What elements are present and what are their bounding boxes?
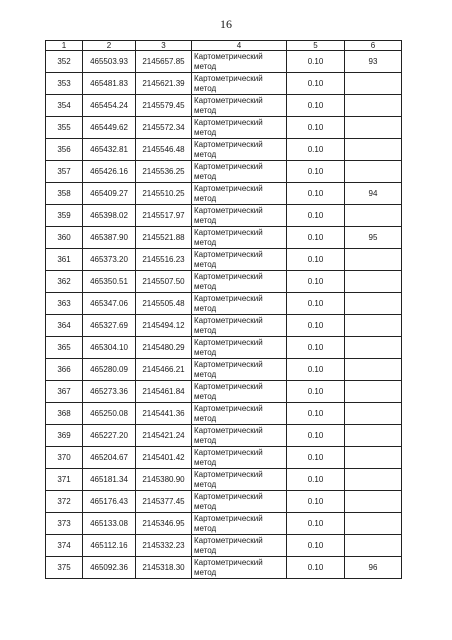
table-row: [46, 73, 402, 95]
y-coordinate-cell: 2145318.30: [136, 557, 192, 579]
table-row: [46, 403, 402, 425]
method-cell: Картометрический метод: [192, 205, 287, 227]
table-row: [46, 381, 402, 403]
x-coordinate-cell: 465181.34: [83, 469, 136, 491]
x-coordinate-cell: 465250.08: [83, 403, 136, 425]
point-number-cell: 374: [46, 535, 83, 557]
y-coordinate-cell: 2145480.29: [136, 337, 192, 359]
header-row: [46, 41, 402, 51]
point-ref-cell: [345, 249, 402, 271]
header-cell-2: 2: [83, 41, 136, 51]
header-cell-3: 3: [136, 41, 192, 51]
accuracy-cell: 0.10: [287, 359, 345, 381]
method-cell: Картометрический метод: [192, 315, 287, 337]
point-number-cell: 373: [46, 513, 83, 535]
method-cell: Картометрический метод: [192, 403, 287, 425]
method-cell: Картометрический метод: [192, 249, 287, 271]
x-coordinate-cell: 465304.10: [83, 337, 136, 359]
accuracy-cell: 0.10: [287, 381, 345, 403]
point-number-cell: 361: [46, 249, 83, 271]
x-coordinate-cell: 465432.81: [83, 139, 136, 161]
point-ref-cell: [345, 513, 402, 535]
y-coordinate-cell: 2145461.84: [136, 381, 192, 403]
y-coordinate-cell: 2145572.34: [136, 117, 192, 139]
table-row: [46, 359, 402, 381]
point-ref-cell: 96: [345, 557, 402, 579]
point-number-cell: 370: [46, 447, 83, 469]
point-ref-cell: [345, 95, 402, 117]
table-row: [46, 535, 402, 557]
table-row: [46, 183, 402, 205]
table-row: [46, 271, 402, 293]
accuracy-cell: 0.10: [287, 249, 345, 271]
x-coordinate-cell: 465398.02: [83, 205, 136, 227]
table-row: [46, 205, 402, 227]
table-row: [46, 51, 402, 73]
accuracy-cell: 0.10: [287, 227, 345, 249]
x-coordinate-cell: 465350.51: [83, 271, 136, 293]
y-coordinate-cell: 2145505.48: [136, 293, 192, 315]
point-ref-cell: [345, 425, 402, 447]
table-row: [46, 491, 402, 513]
accuracy-cell: 0.10: [287, 161, 345, 183]
table-row: [46, 249, 402, 271]
y-coordinate-cell: 2145332.23: [136, 535, 192, 557]
point-number-cell: 366: [46, 359, 83, 381]
accuracy-cell: 0.10: [287, 315, 345, 337]
method-cell: Картометрический метод: [192, 425, 287, 447]
point-ref-cell: [345, 315, 402, 337]
y-coordinate-cell: 2145621.39: [136, 73, 192, 95]
point-number-cell: 372: [46, 491, 83, 513]
method-cell: Картометрический метод: [192, 271, 287, 293]
point-ref-cell: 95: [345, 227, 402, 249]
accuracy-cell: 0.10: [287, 513, 345, 535]
accuracy-cell: 0.10: [287, 469, 345, 491]
coordinates-table: [45, 40, 402, 579]
header-cell-1: 1: [46, 41, 83, 51]
point-ref-cell: [345, 117, 402, 139]
table-row: [46, 337, 402, 359]
accuracy-cell: 0.10: [287, 447, 345, 469]
header-cell-5: 5: [287, 41, 345, 51]
table-row: [46, 469, 402, 491]
table-row: [46, 293, 402, 315]
point-number-cell: 359: [46, 205, 83, 227]
point-ref-cell: [345, 139, 402, 161]
point-number-cell: 358: [46, 183, 83, 205]
method-cell: Картометрический метод: [192, 95, 287, 117]
point-ref-cell: [345, 337, 402, 359]
accuracy-cell: 0.10: [287, 403, 345, 425]
x-coordinate-cell: 465112.16: [83, 535, 136, 557]
method-cell: Картометрический метод: [192, 447, 287, 469]
x-coordinate-cell: 465449.62: [83, 117, 136, 139]
table-row: [46, 95, 402, 117]
accuracy-cell: 0.10: [287, 51, 345, 73]
y-coordinate-cell: 2145377.45: [136, 491, 192, 513]
point-number-cell: 368: [46, 403, 83, 425]
x-coordinate-cell: 465327.69: [83, 315, 136, 337]
method-cell: Картометрический метод: [192, 557, 287, 579]
y-coordinate-cell: 2145346.95: [136, 513, 192, 535]
x-coordinate-cell: 465280.09: [83, 359, 136, 381]
point-number-cell: 362: [46, 271, 83, 293]
x-coordinate-cell: 465481.83: [83, 73, 136, 95]
table-row: [46, 161, 402, 183]
y-coordinate-cell: 2145579.45: [136, 95, 192, 117]
table-row: [46, 117, 402, 139]
point-ref-cell: [345, 447, 402, 469]
accuracy-cell: 0.10: [287, 557, 345, 579]
point-number-cell: 367: [46, 381, 83, 403]
x-coordinate-cell: 465227.20: [83, 425, 136, 447]
y-coordinate-cell: 2145401.42: [136, 447, 192, 469]
method-cell: Картометрический метод: [192, 469, 287, 491]
method-cell: Картометрический метод: [192, 227, 287, 249]
y-coordinate-cell: 2145657.85: [136, 51, 192, 73]
y-coordinate-cell: 2145494.12: [136, 315, 192, 337]
x-coordinate-cell: 465454.24: [83, 95, 136, 117]
point-ref-cell: [345, 469, 402, 491]
table-row: [46, 447, 402, 469]
table-row: [46, 315, 402, 337]
x-coordinate-cell: 465347.06: [83, 293, 136, 315]
header-cell-6: 6: [345, 41, 402, 51]
x-coordinate-cell: 465273.36: [83, 381, 136, 403]
y-coordinate-cell: 2145421.24: [136, 425, 192, 447]
method-cell: Картометрический метод: [192, 183, 287, 205]
method-cell: Картометрический метод: [192, 73, 287, 95]
point-number-cell: 371: [46, 469, 83, 491]
table-header: [46, 41, 402, 51]
y-coordinate-cell: 2145516.23: [136, 249, 192, 271]
accuracy-cell: 0.10: [287, 117, 345, 139]
y-coordinate-cell: 2145517.97: [136, 205, 192, 227]
point-number-cell: 357: [46, 161, 83, 183]
point-number-cell: 375: [46, 557, 83, 579]
point-ref-cell: [345, 271, 402, 293]
method-cell: Картометрический метод: [192, 293, 287, 315]
x-coordinate-cell: 465387.90: [83, 227, 136, 249]
method-cell: Картометрический метод: [192, 51, 287, 73]
table-row: [46, 227, 402, 249]
page-number: 16: [220, 17, 232, 31]
point-ref-cell: [345, 73, 402, 95]
y-coordinate-cell: 2145441.36: [136, 403, 192, 425]
point-ref-cell: [345, 293, 402, 315]
x-coordinate-cell: 465204.67: [83, 447, 136, 469]
point-ref-cell: [345, 359, 402, 381]
accuracy-cell: 0.10: [287, 205, 345, 227]
accuracy-cell: 0.10: [287, 95, 345, 117]
y-coordinate-cell: 2145510.25: [136, 183, 192, 205]
method-cell: Картометрический метод: [192, 535, 287, 557]
accuracy-cell: 0.10: [287, 337, 345, 359]
y-coordinate-cell: 2145536.25: [136, 161, 192, 183]
y-coordinate-cell: 2145521.88: [136, 227, 192, 249]
point-ref-cell: 93: [345, 51, 402, 73]
accuracy-cell: 0.10: [287, 183, 345, 205]
x-coordinate-cell: 465133.08: [83, 513, 136, 535]
y-coordinate-cell: 2145380.90: [136, 469, 192, 491]
table-row: [46, 139, 402, 161]
point-number-cell: 356: [46, 139, 83, 161]
y-coordinate-cell: 2145507.50: [136, 271, 192, 293]
x-coordinate-cell: 465426.16: [83, 161, 136, 183]
point-number-cell: 363: [46, 293, 83, 315]
accuracy-cell: 0.10: [287, 73, 345, 95]
x-coordinate-cell: 465176.43: [83, 491, 136, 513]
accuracy-cell: 0.10: [287, 425, 345, 447]
x-coordinate-cell: 465092.36: [83, 557, 136, 579]
header-cell-4: 4: [192, 41, 287, 51]
y-coordinate-cell: 2145466.21: [136, 359, 192, 381]
accuracy-cell: 0.10: [287, 139, 345, 161]
point-ref-cell: [345, 381, 402, 403]
point-ref-cell: [345, 535, 402, 557]
point-number-cell: 369: [46, 425, 83, 447]
method-cell: Картометрический метод: [192, 161, 287, 183]
accuracy-cell: 0.10: [287, 535, 345, 557]
point-number-cell: 360: [46, 227, 83, 249]
point-ref-cell: [345, 161, 402, 183]
point-number-cell: 365: [46, 337, 83, 359]
point-number-cell: 355: [46, 117, 83, 139]
point-number-cell: 353: [46, 73, 83, 95]
method-cell: Картометрический метод: [192, 381, 287, 403]
method-cell: Картометрический метод: [192, 139, 287, 161]
method-cell: Картометрический метод: [192, 359, 287, 381]
method-cell: Картометрический метод: [192, 491, 287, 513]
method-cell: Картометрический метод: [192, 117, 287, 139]
accuracy-cell: 0.10: [287, 271, 345, 293]
accuracy-cell: 0.10: [287, 491, 345, 513]
point-number-cell: 364: [46, 315, 83, 337]
point-number-cell: 352: [46, 51, 83, 73]
table-row: [46, 513, 402, 535]
table-row: [46, 557, 402, 579]
point-ref-cell: [345, 205, 402, 227]
method-cell: Картометрический метод: [192, 513, 287, 535]
y-coordinate-cell: 2145546.48: [136, 139, 192, 161]
table-row: [46, 425, 402, 447]
point-ref-cell: 94: [345, 183, 402, 205]
x-coordinate-cell: 465503.93: [83, 51, 136, 73]
x-coordinate-cell: 465409.27: [83, 183, 136, 205]
table-body: [46, 51, 402, 579]
point-number-cell: 354: [46, 95, 83, 117]
point-ref-cell: [345, 491, 402, 513]
point-ref-cell: [345, 403, 402, 425]
x-coordinate-cell: 465373.20: [83, 249, 136, 271]
accuracy-cell: 0.10: [287, 293, 345, 315]
method-cell: Картометрический метод: [192, 337, 287, 359]
